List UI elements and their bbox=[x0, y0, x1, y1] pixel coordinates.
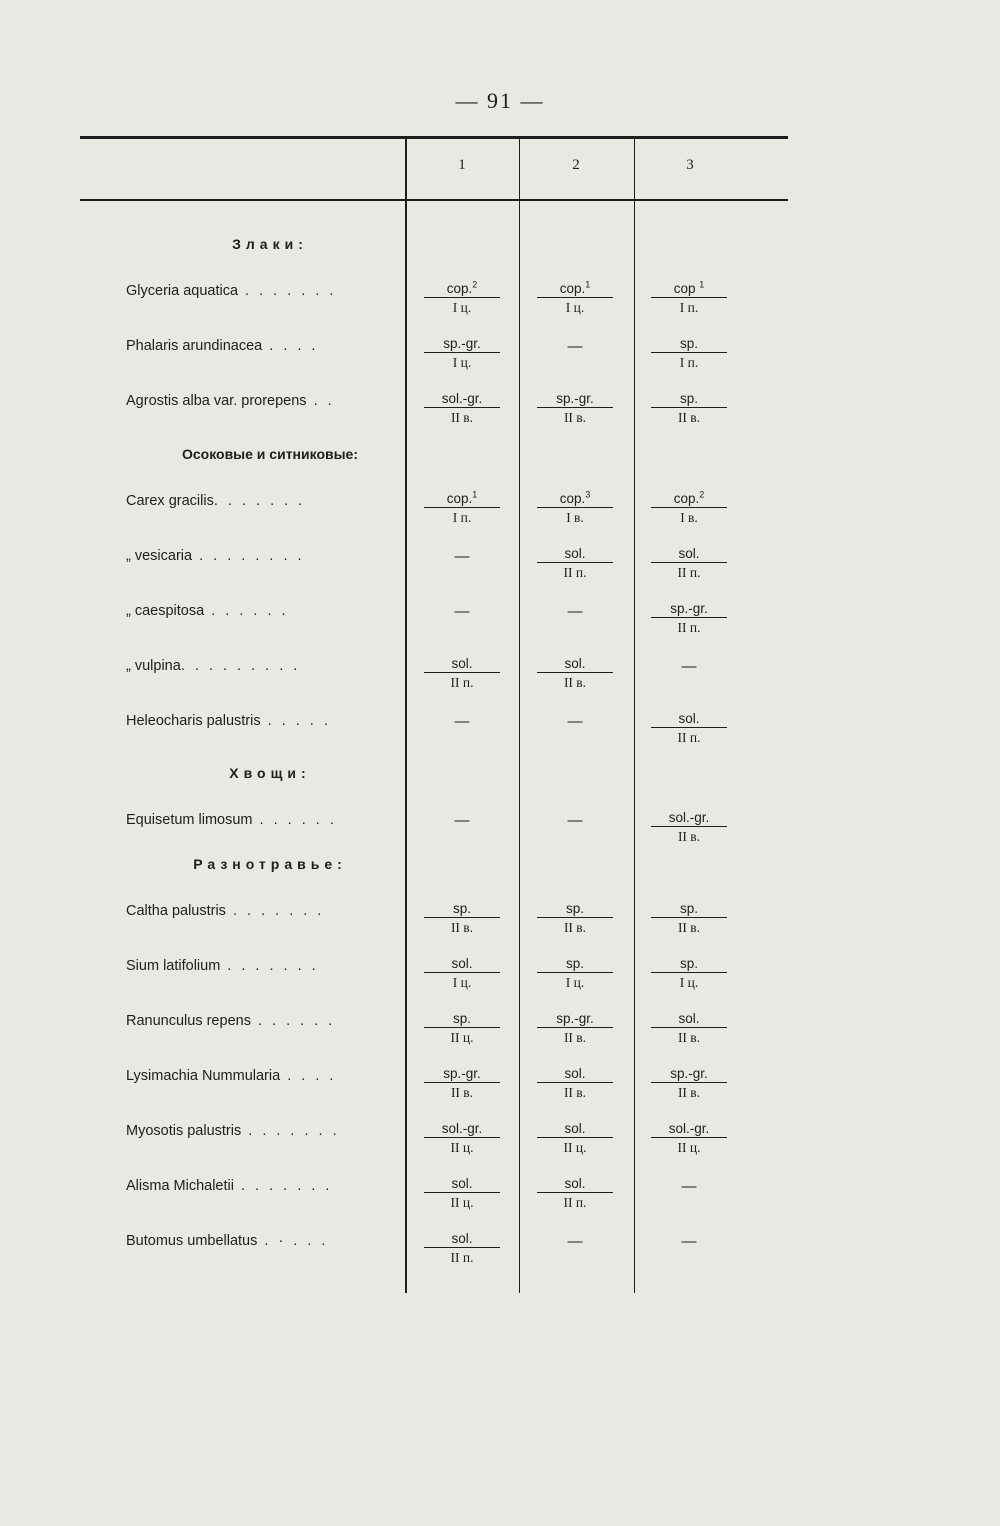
table-cell bbox=[424, 655, 500, 690]
leader-dots: . . . . . . bbox=[204, 603, 289, 619]
table-cell: — bbox=[567, 1233, 583, 1250]
abundance-value: cop $^1$ bbox=[651, 280, 727, 298]
leader-dots: . . . . . . . . . bbox=[180, 658, 301, 674]
condition-value: I п. bbox=[679, 300, 699, 315]
abundance-value: sol. bbox=[537, 1065, 613, 1083]
table-cell: — bbox=[454, 548, 470, 565]
condition-value: II п. bbox=[450, 1250, 474, 1265]
column-divider-3 bbox=[634, 139, 635, 1293]
table-cell bbox=[424, 1230, 500, 1265]
table-cell bbox=[651, 1120, 727, 1155]
species-label: Ranunculus repens bbox=[126, 1013, 251, 1029]
table-cell: — bbox=[681, 1178, 697, 1195]
leader-dots: . . . . . bbox=[260, 713, 331, 729]
condition-value: II в. bbox=[563, 920, 587, 935]
abundance-value: sol. bbox=[424, 655, 500, 673]
table-cell: — bbox=[681, 1233, 697, 1250]
species-label: Equisetum limosum bbox=[126, 812, 253, 828]
table-cell bbox=[651, 900, 727, 935]
abundance-value: sol. bbox=[537, 545, 613, 563]
leader-dots: . . . . bbox=[262, 338, 319, 354]
abundance-value: sol. bbox=[651, 1010, 727, 1028]
species-name bbox=[126, 393, 398, 409]
table-cell bbox=[537, 390, 613, 425]
table-cell bbox=[424, 335, 500, 370]
condition-value: II в. bbox=[563, 675, 587, 690]
abundance-superscript: 3 bbox=[585, 489, 591, 500]
species-name bbox=[126, 903, 398, 919]
table-cell bbox=[651, 1065, 727, 1100]
abundance-value: sp. bbox=[651, 900, 727, 918]
abundance-value: sp. bbox=[651, 335, 727, 353]
leader-dots: . . . . . . . bbox=[233, 1178, 333, 1194]
condition-value: II ц. bbox=[563, 1140, 587, 1155]
abundance-value: cop.$^2$ bbox=[651, 490, 727, 508]
condition-value: II в. bbox=[563, 410, 587, 425]
condition-value: II ц. bbox=[450, 1195, 474, 1210]
condition-value: I в. bbox=[566, 510, 584, 525]
condition-value: I ц. bbox=[452, 300, 472, 315]
species-name bbox=[126, 338, 398, 354]
species-name bbox=[126, 658, 398, 674]
condition-value: II в. bbox=[563, 1085, 587, 1100]
condition-value: I ц. bbox=[565, 975, 585, 990]
condition-value: II в. bbox=[450, 1085, 474, 1100]
abundance-superscript: 2 bbox=[472, 279, 478, 290]
abundance-value: sp.-gr. bbox=[651, 600, 727, 618]
species-label: „ vesicaria bbox=[126, 548, 193, 564]
condition-value: II в. bbox=[677, 1085, 701, 1100]
leader-dots: . . . . . . . bbox=[213, 493, 306, 509]
section-heading: Злаки: bbox=[232, 236, 308, 252]
condition-value: II в. bbox=[677, 829, 701, 844]
abundance-value: sp.-gr. bbox=[651, 1065, 727, 1083]
species-label: Alisma Michaletii bbox=[126, 1178, 234, 1194]
table-cell bbox=[651, 545, 727, 580]
leader-dots: . . . . . . . bbox=[225, 903, 325, 919]
table-cell bbox=[424, 900, 500, 935]
table-cell bbox=[651, 710, 727, 745]
species-label: Myosotis palustris bbox=[126, 1123, 242, 1139]
species-name bbox=[126, 1233, 398, 1249]
abundance-value: cop.$^1$ bbox=[537, 280, 613, 298]
leader-dots: . . . . . . . bbox=[220, 958, 319, 974]
table-cell bbox=[537, 1120, 613, 1155]
table-cell bbox=[537, 1175, 613, 1210]
abundance-value: sol. bbox=[651, 545, 727, 563]
species-name bbox=[126, 1123, 398, 1139]
table-cell bbox=[537, 545, 613, 580]
table-cell bbox=[537, 655, 613, 690]
condition-value: II п. bbox=[450, 675, 474, 690]
condition-value: II в. bbox=[450, 410, 474, 425]
abundance-value: cop.$^3$ bbox=[537, 490, 613, 508]
condition-value: II п. bbox=[677, 565, 701, 580]
abundance-value: sol. bbox=[424, 1230, 500, 1248]
table-cell bbox=[424, 1175, 500, 1210]
leader-dots: . . . . . . . . bbox=[192, 548, 305, 564]
table-cell: — bbox=[454, 603, 470, 620]
species-name bbox=[126, 1013, 398, 1029]
table-cell bbox=[424, 1120, 500, 1155]
table-cell bbox=[424, 1010, 500, 1045]
condition-value: I п. bbox=[452, 510, 472, 525]
species-label: Glyceria aquatica bbox=[126, 283, 239, 299]
species-name bbox=[126, 603, 398, 619]
species-label: „ caespitosa bbox=[126, 603, 205, 619]
table-cell: — bbox=[681, 658, 697, 675]
abundance-value: sol. bbox=[537, 1175, 613, 1193]
table-cell bbox=[651, 955, 727, 990]
table-cell bbox=[537, 1010, 613, 1045]
section-heading: Хвощи: bbox=[229, 765, 311, 781]
condition-value: II в. bbox=[677, 410, 701, 425]
abundance-superscript: 1 bbox=[585, 279, 591, 290]
table-cell: — bbox=[454, 713, 470, 730]
abundance-value: sol. bbox=[537, 1120, 613, 1138]
condition-value: I п. bbox=[679, 355, 699, 370]
condition-value: II ц. bbox=[450, 1030, 474, 1045]
column-header-1: 1 bbox=[458, 157, 466, 173]
species-name bbox=[126, 1068, 398, 1084]
table-cell bbox=[537, 955, 613, 990]
section-heading: Осоковые и ситниковые: bbox=[181, 446, 359, 462]
species-name bbox=[126, 958, 398, 974]
table-cell bbox=[651, 1010, 727, 1045]
abundance-value: sol.-gr. bbox=[651, 1120, 727, 1138]
abundance-value: sp. bbox=[651, 390, 727, 408]
leader-dots: . . . . . . . bbox=[241, 1123, 340, 1139]
abundance-superscript: 1 bbox=[472, 489, 478, 500]
table-cell bbox=[651, 280, 727, 315]
abundance-value: sp.-gr. bbox=[537, 390, 613, 408]
leader-dots: . . . . bbox=[280, 1068, 337, 1084]
table-cell bbox=[651, 809, 727, 844]
species-label: Sium latifolium bbox=[126, 958, 221, 974]
table-cell bbox=[537, 280, 613, 315]
abundance-value: cop.$^2$ bbox=[424, 280, 500, 298]
header-bottom-rule bbox=[80, 199, 788, 201]
condition-value: II в. bbox=[677, 1030, 701, 1045]
column-divider-main bbox=[405, 139, 407, 1293]
species-label: „ vulpina bbox=[126, 658, 181, 674]
abundance-value: sp. bbox=[424, 1010, 500, 1028]
table-cell bbox=[424, 390, 500, 425]
species-name bbox=[126, 283, 398, 299]
condition-value: II ц. bbox=[677, 1140, 701, 1155]
condition-value: II п. bbox=[677, 730, 701, 745]
condition-value: II в. bbox=[677, 920, 701, 935]
column-header-3: 3 bbox=[686, 157, 694, 173]
species-label: Butomus umbellatus bbox=[126, 1233, 258, 1249]
table-cell: — bbox=[567, 338, 583, 355]
table-cell bbox=[651, 390, 727, 425]
abundance-superscript: 1 bbox=[699, 279, 705, 290]
species-name bbox=[126, 713, 398, 729]
condition-value: II в. bbox=[450, 920, 474, 935]
leader-dots: . · . . . bbox=[257, 1233, 329, 1249]
table-cell bbox=[537, 1065, 613, 1100]
table-cell bbox=[651, 335, 727, 370]
abundance-superscript: 2 bbox=[699, 489, 705, 500]
leader-dots: . . . . . . bbox=[252, 812, 337, 828]
species-name bbox=[126, 812, 398, 828]
abundance-value: sol. bbox=[424, 1175, 500, 1193]
condition-value: I ц. bbox=[452, 975, 472, 990]
abundance-value: sol. bbox=[537, 655, 613, 673]
species-label: Agrostis alba var. prorepens bbox=[126, 393, 307, 409]
condition-value: II п. bbox=[677, 620, 701, 635]
table-cell: — bbox=[567, 812, 583, 829]
abundance-value: sol.-gr. bbox=[424, 1120, 500, 1138]
table-cell bbox=[424, 280, 500, 315]
abundance-value: sp. bbox=[424, 900, 500, 918]
table-cell: — bbox=[454, 812, 470, 829]
abundance-value: sp. bbox=[537, 955, 613, 973]
table-cell bbox=[424, 1065, 500, 1100]
condition-value: I в. bbox=[680, 510, 698, 525]
species-label: Carex gracilis bbox=[126, 493, 214, 509]
species-name bbox=[126, 548, 398, 564]
table-cell bbox=[424, 955, 500, 990]
abundance-value: sol.-gr. bbox=[424, 390, 500, 408]
species-label: Heleocharis palustris bbox=[126, 713, 261, 729]
abundance-value: sp. bbox=[537, 900, 613, 918]
abundance-value: sp. bbox=[651, 955, 727, 973]
abundance-value: sol. bbox=[424, 955, 500, 973]
table-cell bbox=[651, 600, 727, 635]
species-label: Caltha palustris bbox=[126, 903, 226, 919]
page-number: — 91 — bbox=[455, 88, 545, 113]
table-top-rule bbox=[80, 136, 788, 139]
abundance-value: sol. bbox=[651, 710, 727, 728]
species-name bbox=[126, 493, 398, 509]
condition-value: I ц. bbox=[452, 355, 472, 370]
table-cell: — bbox=[567, 713, 583, 730]
section-heading: Разнотравье: bbox=[193, 856, 347, 872]
table-cell: — bbox=[567, 603, 583, 620]
species-label: Phalaris arundinacea bbox=[126, 338, 263, 354]
condition-value: II в. bbox=[563, 1030, 587, 1045]
column-divider-2 bbox=[519, 139, 520, 1293]
column-header-2: 2 bbox=[572, 157, 580, 173]
table-cell bbox=[537, 490, 613, 525]
abundance-value: sol.-gr. bbox=[651, 809, 727, 827]
abundance-value: sp.-gr. bbox=[424, 335, 500, 353]
table-cell bbox=[651, 490, 727, 525]
condition-value: II ц. bbox=[450, 1140, 474, 1155]
species-label: Lysimachia Nummularia bbox=[126, 1068, 281, 1084]
condition-value: II п. bbox=[563, 1195, 587, 1210]
leader-dots: . . bbox=[306, 393, 335, 409]
species-name bbox=[126, 1178, 398, 1194]
table-cell bbox=[537, 900, 613, 935]
condition-value: I ц. bbox=[565, 300, 585, 315]
abundance-value: sp.-gr. bbox=[537, 1010, 613, 1028]
table-cell bbox=[424, 490, 500, 525]
condition-value: II п. bbox=[563, 565, 587, 580]
condition-value: I ц. bbox=[679, 975, 699, 990]
leader-dots: . . . . . . bbox=[250, 1013, 336, 1029]
abundance-value: cop.$^1$ bbox=[424, 490, 500, 508]
abundance-value: sp.-gr. bbox=[424, 1065, 500, 1083]
leader-dots: . . . . . . . bbox=[238, 283, 337, 299]
